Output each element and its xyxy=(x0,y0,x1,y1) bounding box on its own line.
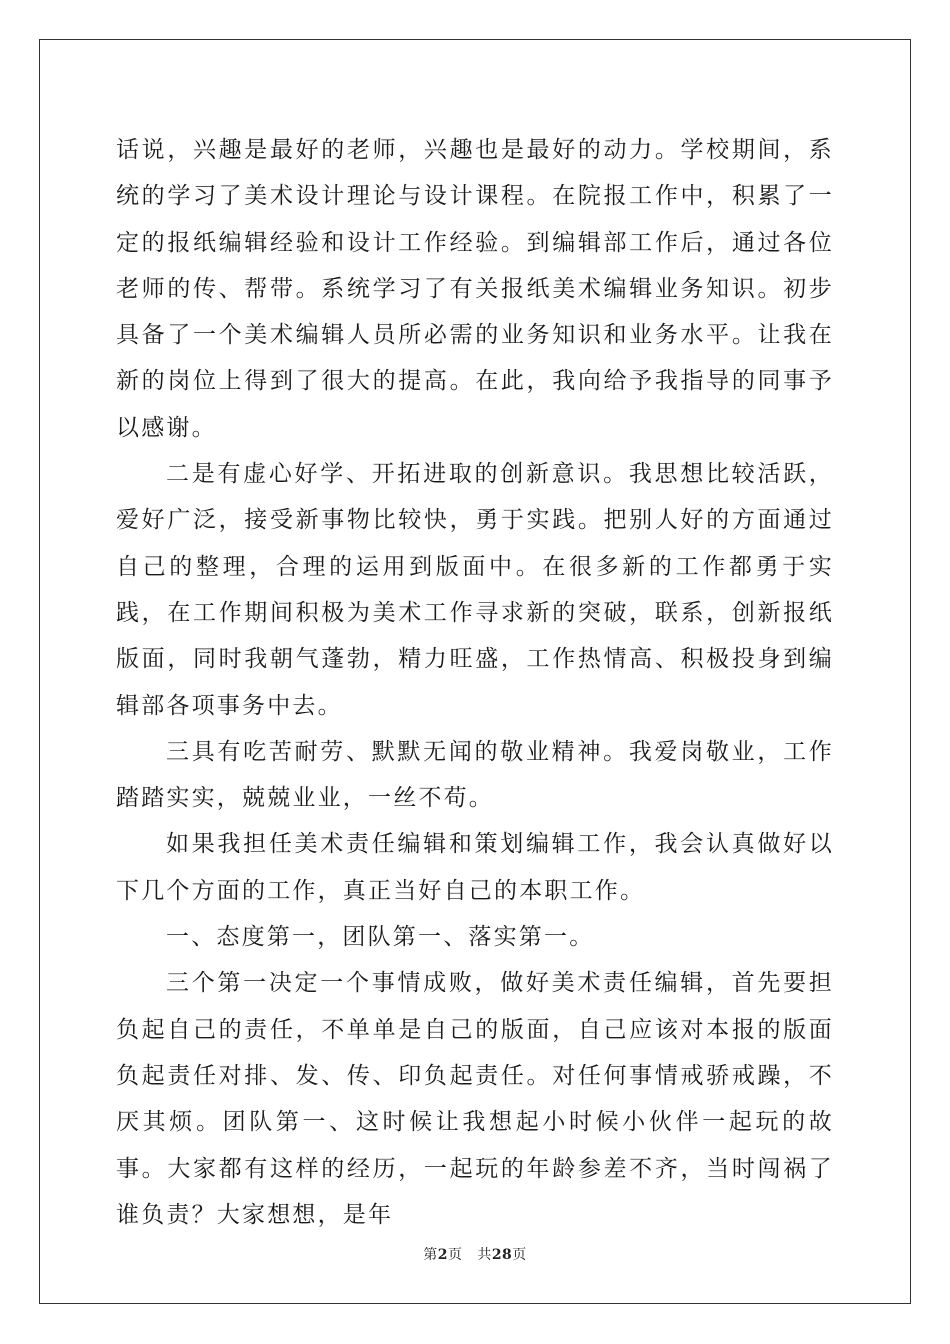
paragraph-1: 话说，兴趣是最好的老师，兴趣也是最好的动力。学校期间，系统的学习了美术设计理论与设计课程。在院报工作中，积累了一定的报纸编辑经验和设计工作经验。到编辑部工作后，通过各位老师的传、帮带。系统学习了有关报纸美术编辑业务知识。初步具备了一个美术编辑人员所必需的业务知识和业务水平。让我在新的岗位上得到了很大的提高。在此，我向给予我指导的同事予以感谢。 xyxy=(116,137,834,441)
page-prefix: 第 xyxy=(423,1247,438,1263)
paragraph-6: 三个第一决定一个事情成败，做好美术责任编辑，首先要担负起自己的责任，不单单是自己的版面，自己应该对本报的版面负起责任对排、发、传、印负起责任。对任何事情戒骄戒躁，不厌其烦。团队第一、这时候让我想起小时候小伙伴一起玩的故事。大家都有这样的经历，一起玩的年龄参差不齐，当时闯祸了谁负责？大家想想，是年 xyxy=(116,970,834,1228)
page-suffix: 页 xyxy=(447,1247,463,1263)
total-prefix: 共 xyxy=(477,1247,492,1263)
page-current: 2 xyxy=(437,1247,448,1263)
page-footer xyxy=(0,1244,950,1264)
document-body xyxy=(116,127,834,1238)
paragraph-5: 一、态度第一，团队第一、落实第一。 xyxy=(166,924,595,951)
paragraph-3: 三具有吃苦耐劳、默默无闻的敬业精神。我爱岗敬业，工作踏踏实实，兢兢业业，一丝不苟。 xyxy=(116,738,834,812)
paragraph-4: 如果我担任美术责任编辑和策划编辑工作，我会认真做好以下几个方面的工作，真正当好自己的本职工作。 xyxy=(116,831,834,904)
total-suffix: 页 xyxy=(512,1247,527,1263)
paragraph-2: 二是有虚心好学、开拓进取的创新意识。我思想比较活跃，爱好广泛，接受新事物比较快，勇于实践。把别人好的方面通过自己的整理，合理的运用到版面中。在很多新的工作都勇于实践，在工作期间积极为美术工作寻求新的突破，联系，创新报纸版面，同时我朝气蓬勃，精力旺盛，工作热情高、积极投身到编辑部各项事务中去。 xyxy=(116,461,834,719)
page-total: 28 xyxy=(491,1247,513,1263)
